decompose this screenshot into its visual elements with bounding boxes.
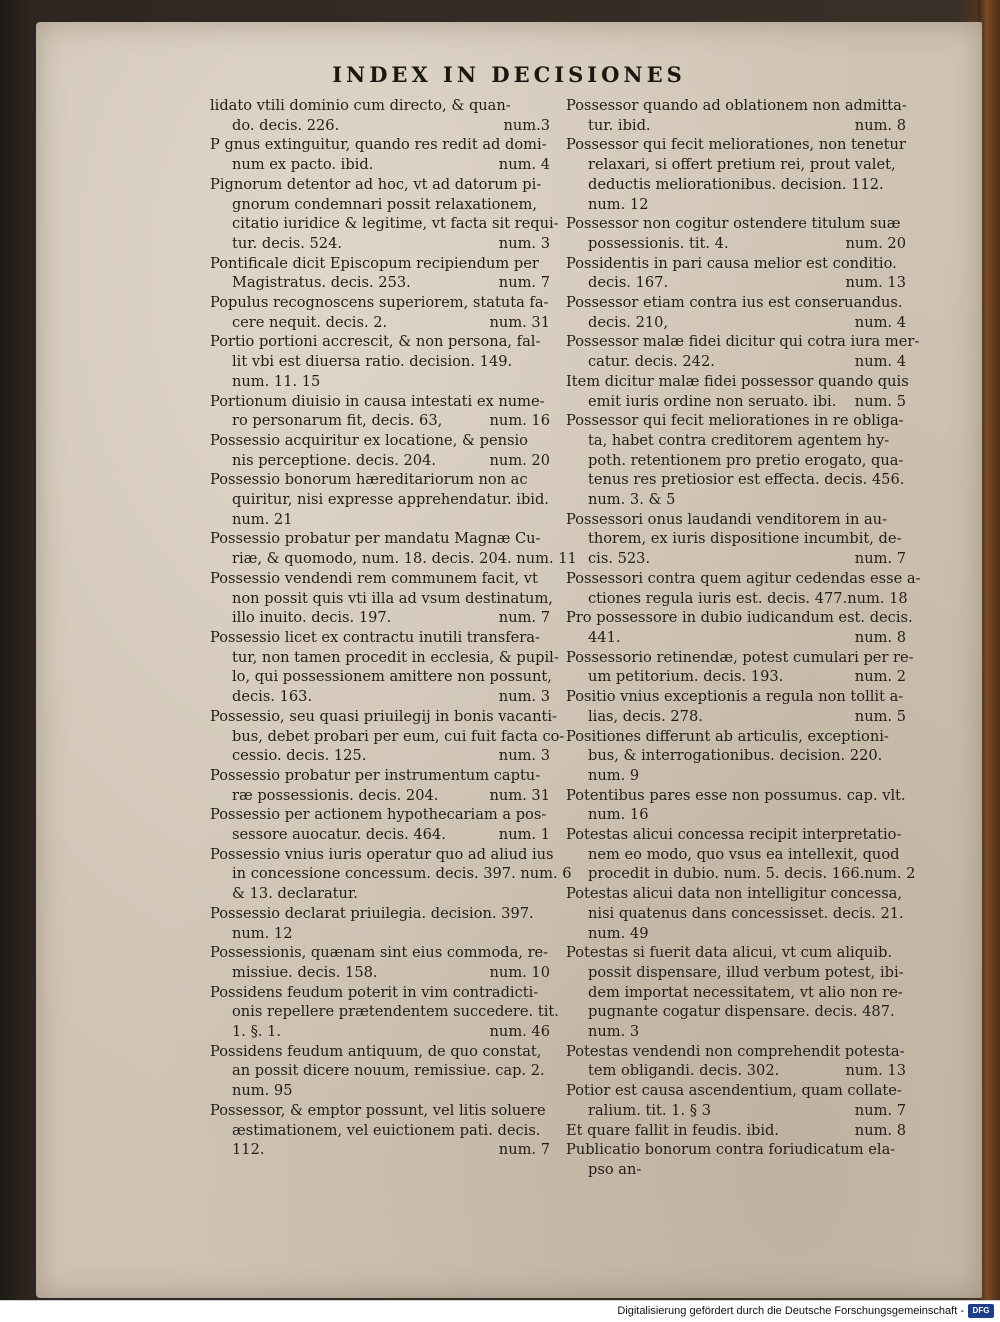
entry-reference: procedit in dubio. num. 5. decis. 166. [588,865,865,883]
entry-reference: catur. decis. 242. [588,353,715,371]
entry-line: num. 16 [588,806,649,824]
index-entry [566,884,906,943]
entry-line: num. 3 [588,1023,640,1041]
entry-line: Possessio acquiritur ex locatione, & pensio [210,431,528,449]
entry-number: num. 4 [854,353,906,371]
entry-line: poth. retentionem pro pretio erogato, qua- [588,451,904,469]
entry-reference: cere nequit. decis. 2. [232,313,388,331]
entry-line: onis repellere prætendentem succedere. tit. [232,1003,559,1021]
entry-reference: emit iuris ordine non seruato. ibi. [588,392,837,410]
index-entry [566,1140,906,1179]
entry-line: gnorum condemnari possit relaxationem, [232,195,537,213]
entry-line: deductis meliorationibus. decision. 112. [588,175,884,193]
entry-line: Possessio probatur per mandatu Magnæ Cu- [210,530,541,548]
index-entry [210,1101,550,1160]
entry-line [566,1101,906,1121]
entry-line [566,273,906,293]
entry-line: pugnante cogatur dispensare. decis. 487. [588,1003,895,1021]
entry-line: Positio vnius exceptionis a regula non tollit a- [566,688,904,706]
entry-line: Possessio probatur per instrumentum captu- [210,766,541,784]
index-entry [210,707,565,766]
entry-line: Possessori onus laudandi venditorem in au- [566,510,888,528]
index-entry [210,904,550,943]
entry-line: Possessio vendendi rem communem facit, vt [210,569,538,587]
index-entry [566,1042,906,1081]
entry-number: num. 20 [845,234,906,252]
index-entry [210,470,550,529]
entry-reference: ræ possessionis. decis. 204. [232,786,439,804]
entry-line: Possessor non cogitur ostendere titulum suæ [566,215,901,233]
entry-number: num. 5 [854,707,906,725]
entry-line [210,116,550,136]
entry-number: num. 31 [489,786,550,804]
index-entry [210,1042,550,1101]
entry-reference: possessionis. tit. 4. [588,234,729,252]
index-entry [566,96,906,135]
index-entry [566,727,906,786]
entry-line: Possidentis in pari causa melior est conditio. [566,254,897,272]
entry-line: nisi quatenus dans concessisset. decis. 21. [588,904,904,922]
entry-line: Pontificale dicit Episcopum recipiendum per [210,254,539,272]
index-entry [566,825,916,884]
entry-line: num. 49 [588,924,649,942]
entry-line: possit dispensare, illud verbum potest, ibi- [588,963,904,981]
entry-line: & 13. declaratur. [232,885,358,903]
entry-line: num. 11. 15 [232,372,321,390]
entry-line [210,1140,550,1160]
entry-line: Publicatio bonorum contra foriudicatum ela- [566,1141,896,1159]
entry-line: riæ, & quomodo, num. 18. decis. 204. num. 11 [232,550,577,568]
entry-number: num. 8 [854,116,906,134]
index-entry [566,372,909,411]
entry-number: num. 7 [854,1101,906,1119]
index-entry [566,786,906,825]
entry-line: Portionum diuisio in causa intestati ex nume- [210,392,545,410]
entry-line: Portio portioni accrescit, & non persona, fal- [210,333,541,351]
entry-line: Possessio per actionem hypothecariam a pos- [210,806,547,824]
entry-line: Potestas alicui concessa recipit interpretatio- [566,826,902,844]
entry-line: num. 95 [232,1082,293,1100]
right-column [566,96,921,1180]
entry-reference: cis. 523. [588,550,651,568]
entry-number: num. 7 [854,550,906,568]
entry-reference: Et quare fallit in feudis. ibid. [566,1121,780,1139]
entry-line: quiritur, nisi expresse apprehendatur. ibid. [232,491,549,509]
entry-reference: decis. 210, [588,313,669,331]
index-entry [566,510,906,569]
entry-line [210,608,550,628]
entry-line [210,825,550,845]
entry-reference: Magistratus. decis. 253. [232,274,411,292]
index-entry [566,254,906,293]
entry-reference: 112. [232,1141,265,1159]
entry-line [566,392,906,412]
index-entry [566,411,906,510]
left-column [210,96,577,1160]
entry-line: tenus res pretiosior est effecta. decis. 456. [588,471,905,489]
entry-line [566,864,916,884]
entry-reference: cessio. decis. 125. [232,747,367,765]
entry-line [566,628,906,648]
entry-reference: illo inuito. decis. 197. [232,609,392,627]
entry-line [210,786,550,806]
entry-number: num. 2 [854,668,906,686]
entry-number: num. 13 [845,274,906,292]
entry-number: num. 8 [854,628,906,646]
entry-line: nem eo modo, quo vsus ea intellexit, quod [588,845,900,863]
index-entry [210,529,577,568]
entry-line: Possessio declarat priuilegia. decision. 397. [210,904,534,922]
entry-line: Possessor malæ fidei dicitur qui cotra iura mer- [566,333,920,351]
page-header: INDEX IN DECISIONES [332,62,686,87]
entry-line: num. 12 [588,195,649,213]
entry-line: pso an- [588,1160,642,1178]
entry-reference: tur. decis. 524. [232,234,342,252]
index-entry [210,293,550,332]
entry-line [566,352,906,372]
entry-line [566,234,906,254]
index-entry [210,766,550,805]
entry-reference: 1. §. 1. [232,1023,282,1041]
index-entry [210,135,550,174]
index-entry [210,943,550,982]
entry-line: Pro possessore in dubio iudicandum est. decis. [566,609,913,627]
index-entry [210,983,559,1042]
index-entry [566,608,913,647]
entry-line [210,155,550,175]
entry-line: Possessio licet ex contractu inutili transfera- [210,628,540,646]
entry-reference: lias, decis. 278. [588,707,703,725]
entry-line: lo, qui possessionem amittere non possunt, [232,668,552,686]
entry-line [210,746,550,766]
entry-line: Potestas vendendi non comprehendit potesta- [566,1042,905,1060]
entry-line: in concessione concessum. decis. 397. num. 6 [232,865,572,883]
entry-line [566,1061,906,1081]
entry-line [566,313,906,333]
entry-line [566,707,906,727]
entry-number: num. 7 [498,609,550,627]
entry-line: bus, & interrogationibus. decision. 220. [588,747,883,765]
entry-line [210,313,550,333]
entry-line [210,1022,550,1042]
entry-line: Populus recognoscens superiorem, statuta fa- [210,294,549,312]
entry-line: Positiones differunt ab articulis, exceptioni- [566,727,889,745]
entry-line: Potestas alicui data non intelligitur concessa, [566,885,903,903]
entry-line: Pignorum detentor ad hoc, vt ad datorum pi- [210,175,542,193]
entry-reference: sessore auocatur. decis. 464. [232,826,446,844]
entry-number: num. 16 [489,412,550,430]
index-entry [566,293,906,332]
index-entry [210,805,550,844]
entry-number: num. 2 [864,865,916,883]
entry-number: num. 3 [498,688,550,706]
entry-line: thorem, ex iuris dispositione incumbit, de- [588,530,902,548]
entry-line: Possessor, & emptor possunt, vel litis soluere [210,1101,546,1119]
entry-number: num. 8 [854,1121,906,1139]
entry-reference: tur. ibid. [588,116,651,134]
entry-line: lit vbi est diuersa ratio. decision. 149. [232,353,513,371]
entry-line: Possidens feudum poterit in vim contradicti- [210,983,539,1001]
entry-number: num. 3 [498,234,550,252]
entry-number: num. 4 [854,313,906,331]
entry-line: Potentibus pares esse non possumus. cap. vlt. [566,786,906,804]
entry-reference: ro personarum fit, decis. 63, [232,412,443,430]
entry-line: P gnus extinguitur, quando res redit ad domi- [210,136,547,154]
entry-number: num. 20 [489,451,550,469]
entry-line: Possessio bonorum hæreditariorum non ac [210,471,528,489]
entry-line [210,687,550,707]
index-entry [566,569,921,608]
index-entry [210,392,550,431]
entry-line: num. 9 [588,766,640,784]
index-entry [566,135,906,214]
entry-line: num. 12 [232,924,293,942]
entry-line: non possit quis vti illa ad vsum destinatum, [232,589,553,607]
entry-line: Possessor qui fecit meliorationes in re obliga- [566,412,904,430]
index-entry [210,845,572,904]
entry-line [566,589,906,609]
entry-number: num.3 [503,116,550,134]
entry-line: Possessori contra quem agitur cedendas esse a- [566,569,921,587]
entry-line: dem importat necessitatem, vt alio non re- [588,983,903,1001]
entry-line [210,963,550,983]
entry-line [566,667,906,687]
entry-line: Possessor etiam contra ius est conseruandus. [566,294,903,312]
entry-reference: decis. 167. [588,274,669,292]
index-entry [566,687,906,726]
entry-reference: num ex pacto. ibid. [232,156,374,174]
entry-reference: 441. [588,628,621,646]
entry-line: æstimationem, vel euictionem pati. decis. [232,1121,541,1139]
entry-line [566,549,906,569]
entry-line [566,1121,906,1141]
entry-number: num. 1 [498,826,550,844]
entry-reference: nis perceptione. decis. 204. [232,451,437,469]
entry-line [210,451,550,471]
entry-line: num. 21 [232,510,293,528]
index-entry [210,569,553,628]
entry-reference: do. decis. 226. [232,116,340,134]
entry-number: num. 10 [489,963,550,981]
index-entry [566,943,906,1042]
index-entry [210,254,550,293]
entry-reference: missiue. decis. 158. [232,963,378,981]
entry-line: an possit dicere nouum, remissiue. cap. 2. [232,1062,545,1080]
entry-line: relaxari, si offert pretium rei, prout valet, [588,156,896,174]
entry-line [210,273,550,293]
entry-number: num. 7 [498,1141,550,1159]
entry-reference: um petitorium. decis. 193. [588,668,784,686]
entry-line: lidato vtili dominio cum directo, & quan- [210,97,511,114]
entry-line: tur, non tamen procedit in ecclesia, & pupil- [232,648,559,666]
entry-line [210,411,550,431]
entry-line: Possessio, seu quasi priuilegij in bonis vacanti- [210,707,557,725]
entry-line [566,116,906,136]
entry-line: Possessor qui fecit meliorationes, non tenetur [566,136,906,154]
dfg-logo-icon: DFG [968,1304,994,1318]
entry-line: Possessor quando ad oblationem non admitta- [566,97,907,114]
entry-reference: tem obligandi. decis. 302. [588,1062,780,1080]
entry-number: num. 4 [498,156,550,174]
footer-bar [0,1300,1000,1322]
entry-line: Potestas si fuerit data alicui, vt cum aliquib. [566,944,893,962]
entry-line: Possessionis, quænam sint eius commoda, re- [210,944,549,962]
index-entry [566,1081,906,1120]
entry-line: Item dicitur malæ fidei possessor quando quis [566,372,909,390]
entry-reference: ctiones regula iuris est. decis. 477. [588,589,848,607]
index-entry [566,1121,906,1141]
index-entry [210,431,550,470]
entry-number: num. 13 [845,1062,906,1080]
entry-number: num. 46 [489,1023,550,1041]
index-entry [566,214,906,253]
entry-line [210,234,550,254]
index-entry [210,175,559,254]
entry-line: citatio iuridice & legitime, vt facta sit requi- [232,215,559,233]
entry-line: Possessorio retinendæ, potest cumulari per re- [566,648,914,666]
index-entry [210,628,559,707]
entry-number: num. 31 [489,313,550,331]
index-entry [566,332,920,371]
entry-line: bus, debet probari per eum, cui fuit facta co- [232,727,565,745]
entry-number: num. 3 [498,747,550,765]
index-entry [210,96,550,135]
entry-line: ta, habet contra creditorem agentem hy- [588,431,890,449]
entry-line: Potior est causa ascendentium, quam collate- [566,1082,902,1100]
index-entry [210,332,550,391]
footer-text: Digitalisierung gefördert durch die Deutsche Forschungsgemeinschaft - [617,1305,964,1317]
entry-reference: decis. 163. [232,688,313,706]
entry-number: num. 5 [854,392,906,410]
entry-line: Possidens feudum antiquum, de quo constat, [210,1042,542,1060]
entry-reference: ralium. tit. 1. § 3 [588,1101,711,1119]
entry-number: num. 7 [498,274,550,292]
entry-line: num. 3. & 5 [588,491,676,509]
entry-number: num. 18 [847,589,908,607]
index-entry [566,648,914,687]
entry-line: Possessio vnius iuris operatur quo ad aliud ius [210,845,554,863]
